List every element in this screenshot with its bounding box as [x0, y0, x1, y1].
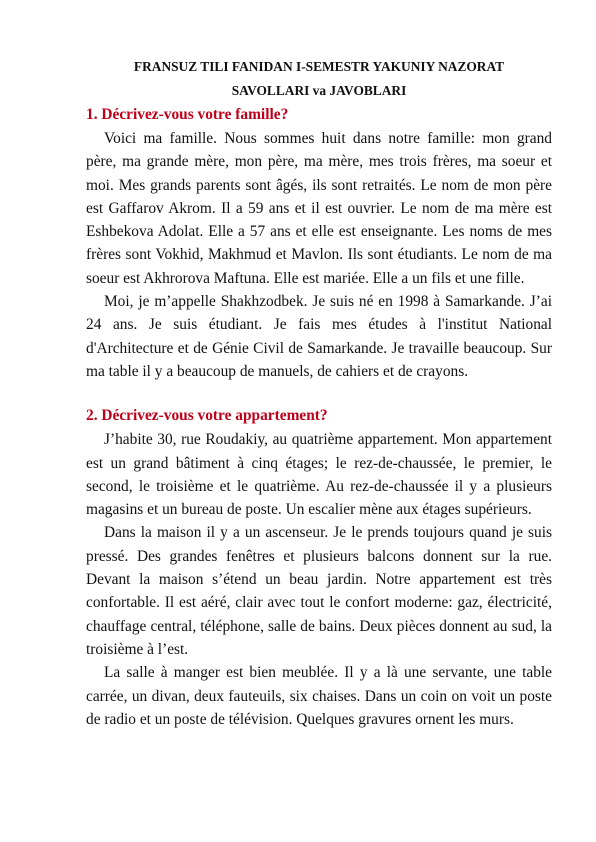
section-spacer: [86, 383, 552, 404]
paragraph: Dans la maison il y a un ascenseur. Je le prends toujours quand je suis pressé. Des grandes fenêtres et plusieurs balcons donnent sur la rue. Devant la maison s’étend un beau jardin. Notre appartement est très confortable. Il est aéré, clair avec tout le confort moderne: gaz, électricité, chauffage central, téléphone, salle de bains. Deux pièces donnent au sud, la troisième à l’est.: [86, 524, 552, 658]
paragraph: Voici ma famille. Nous sommes huit dans notre famille: mon grand père, ma grande mère, mon père, ma mère, mes trois frères, ma soeur et moi. Mes grands parents sont âgés, ils sont retraités. Le nom de mon père est Gaffarov Akrom. Il a 59 ans et il est ouvrier. Le nom de ma mère est Eshbekova Adolat. Elle a 57 ans et elle est enseignante. Les noms de mes frères sont Vokhid, Makhmud et Mavlon. Ils sont étudiants. Le nom de ma soeur est Akhrorova Maftuna. Elle est mariée. Elle a un fils et une fille.: [86, 130, 552, 287]
document-title: [86, 55, 552, 103]
section-apartment: [86, 404, 552, 731]
title-line-2: SAVOLLARI va JAVOBLARI: [231, 83, 407, 98]
section-heading: 2. Décrivez-vous votre appartement?: [86, 407, 328, 425]
paragraph: La salle à manger est bien meublée. Il y a là une servante, une table carrée, un divan, deux fauteuils, six chaises. Dans un coin on voit un poste de radio et un poste de télévision. Quelques gravures ornent les murs.: [86, 664, 552, 728]
section-family: [86, 103, 552, 383]
section-heading: 1. Décrivez-vous votre famille?: [86, 106, 289, 123]
paragraph: Moi, je m’appelle Shakhzodbek. Je suis né en 1998 à Samarkande. J’ai 24 ans. Je suis étudiant. Je fais mes études à l'institut National d'Architecture et de Génie Civil de Samarkande. Je travaille beaucoup. Sur ma table il y a beaucoup de manuels, de cahiers et de crayons.: [86, 293, 552, 380]
title-line-1: FRANSUZ TILI FANIDAN I-SEMESTR YAKUNIY NAZORAT: [133, 59, 505, 74]
paragraph: J’habite 30, rue Roudakiy, au quatrième appartement. Mon appartement est un grand bâtiment à cinq étages; le rez-de-chaussée, le premier, le second, le troisième et le quatrième. Au rez-de-chaussée il y a plusieurs magasins et un bureau de poste. Un escalier mène aux étages supérieurs.: [86, 431, 552, 519]
